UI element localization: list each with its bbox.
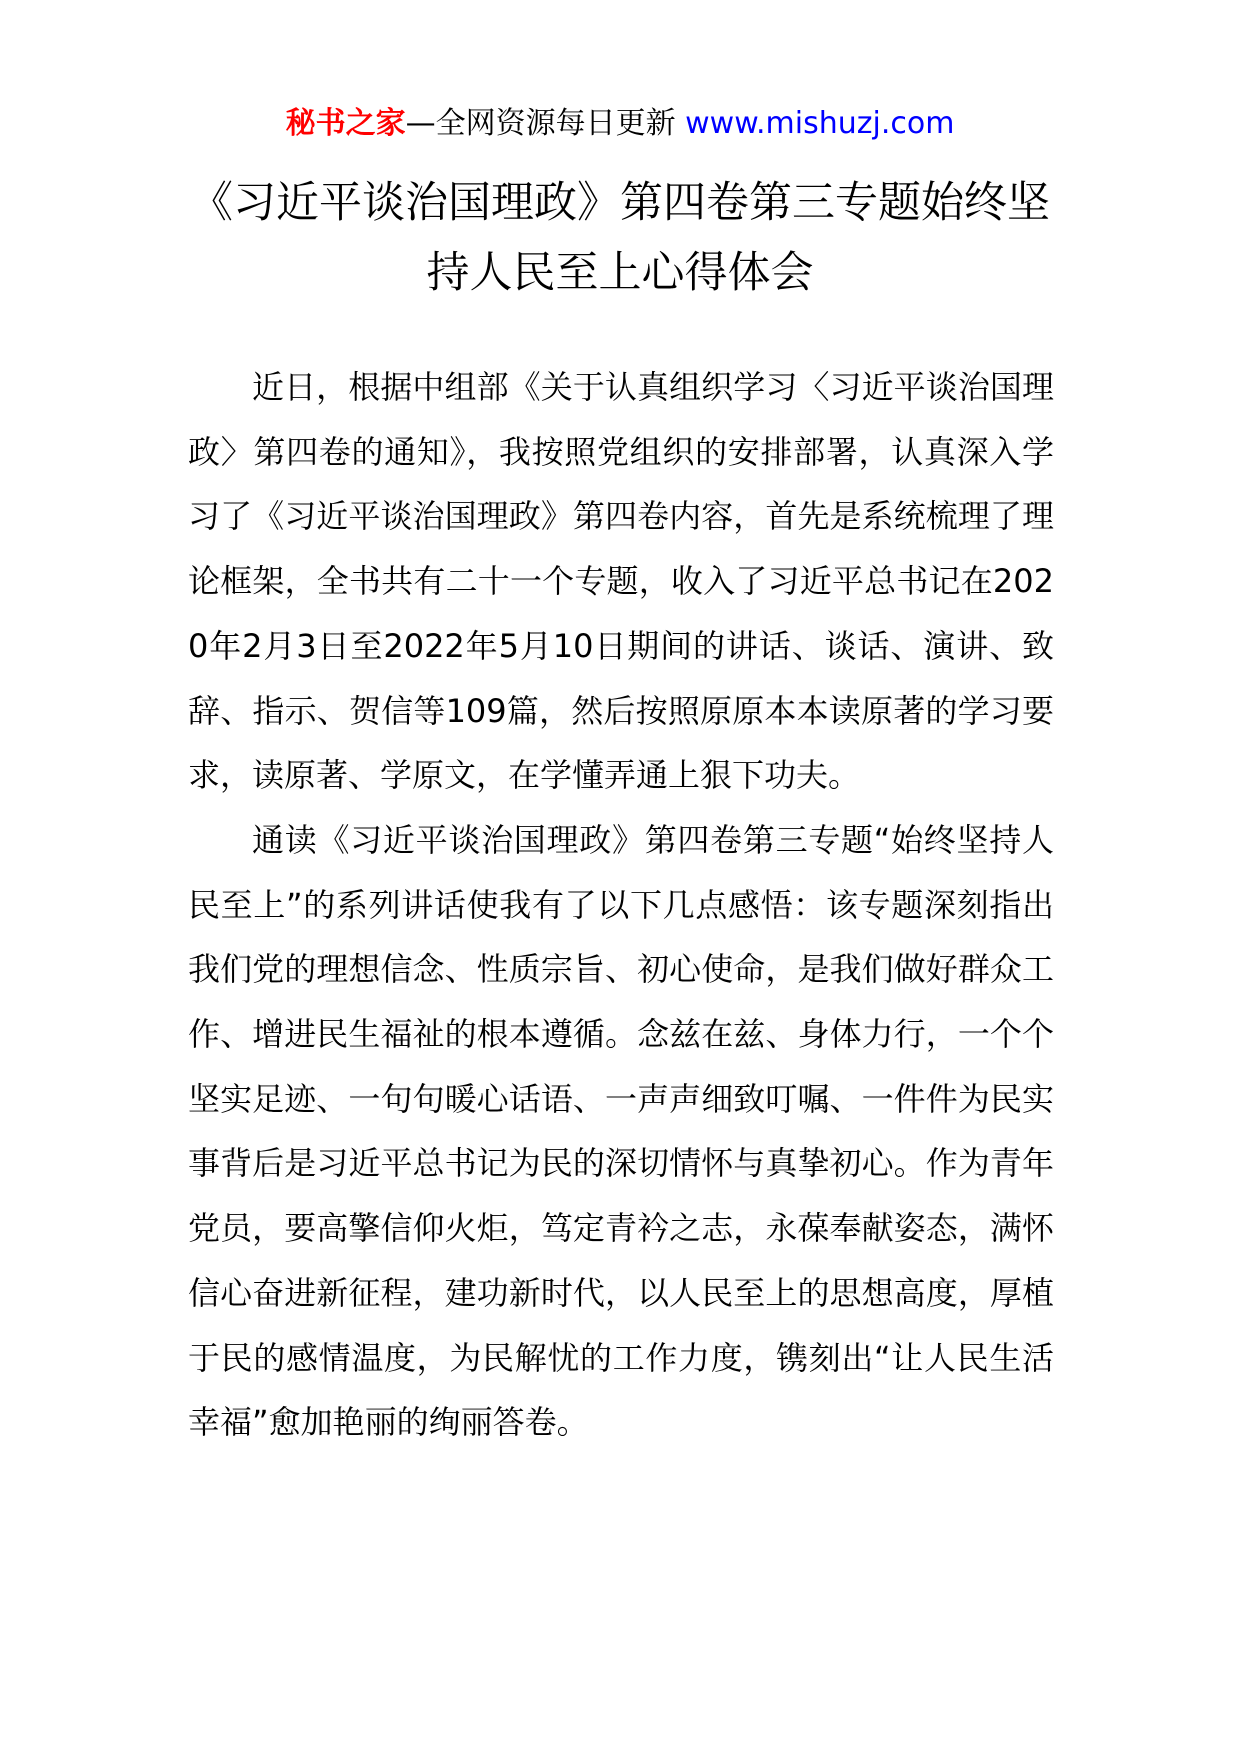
- brand-name: 秘书之家: [285, 106, 406, 141]
- document-body: [188, 355, 1054, 1455]
- site-banner: [0, 104, 1240, 144]
- body-paragraph-1: 近日，根据中组部《关于认真组织学习〈习近平谈治国理政〉第四卷的通知》，我按照党组织的安排部署，认真深入学习了《习近平谈治国理政》第四卷内容，首先是系统梳理了理论框架，全书共有二十一个专题，收入了习近平总书记在2020年2月3日至2022年5月10日期间的讲话、谈话、演讲、致辞、指示、贺信等109篇，然后按照原原本本读原著的学习要求，读原著、学原文，在学懂弄通上狠下功夫。: [188, 368, 1054, 795]
- body-paragraph-2: 通读《习近平谈治国理政》第四卷第三专题“始终坚持人民至上”的系列讲话使我有了以下几点感悟：该专题深刻指出我们党的理想信念、性质宗旨、初心使命，是我们做好群众工作、增进民生福祉的根本遵循。念兹在兹、身体力行，一个个坚实足迹、一句句暖心话语、一声声细致叮嘱、一件件为民实事背后是习近平总书记为民的深切情怀与真挚初心。作为青年党员，要高擎信仰火炬，笃定青衿之志，永葆奉献姿态，满怀信心奋进新征程，建功新时代，以人民至上的思想高度，厚植于民的感情温度，为民解忧的工作力度，镌刻出“让人民生活幸福”愈加艳丽的绚丽答卷。: [188, 820, 1054, 1442]
- site-url-link[interactable]: www.mishuzj.com: [685, 106, 955, 141]
- banner-tagline: —全网资源每日更新: [405, 106, 686, 141]
- document-title: 《习近平谈治国理政》第四卷第三专题始终坚持人民至上心得体会: [190, 178, 1050, 298]
